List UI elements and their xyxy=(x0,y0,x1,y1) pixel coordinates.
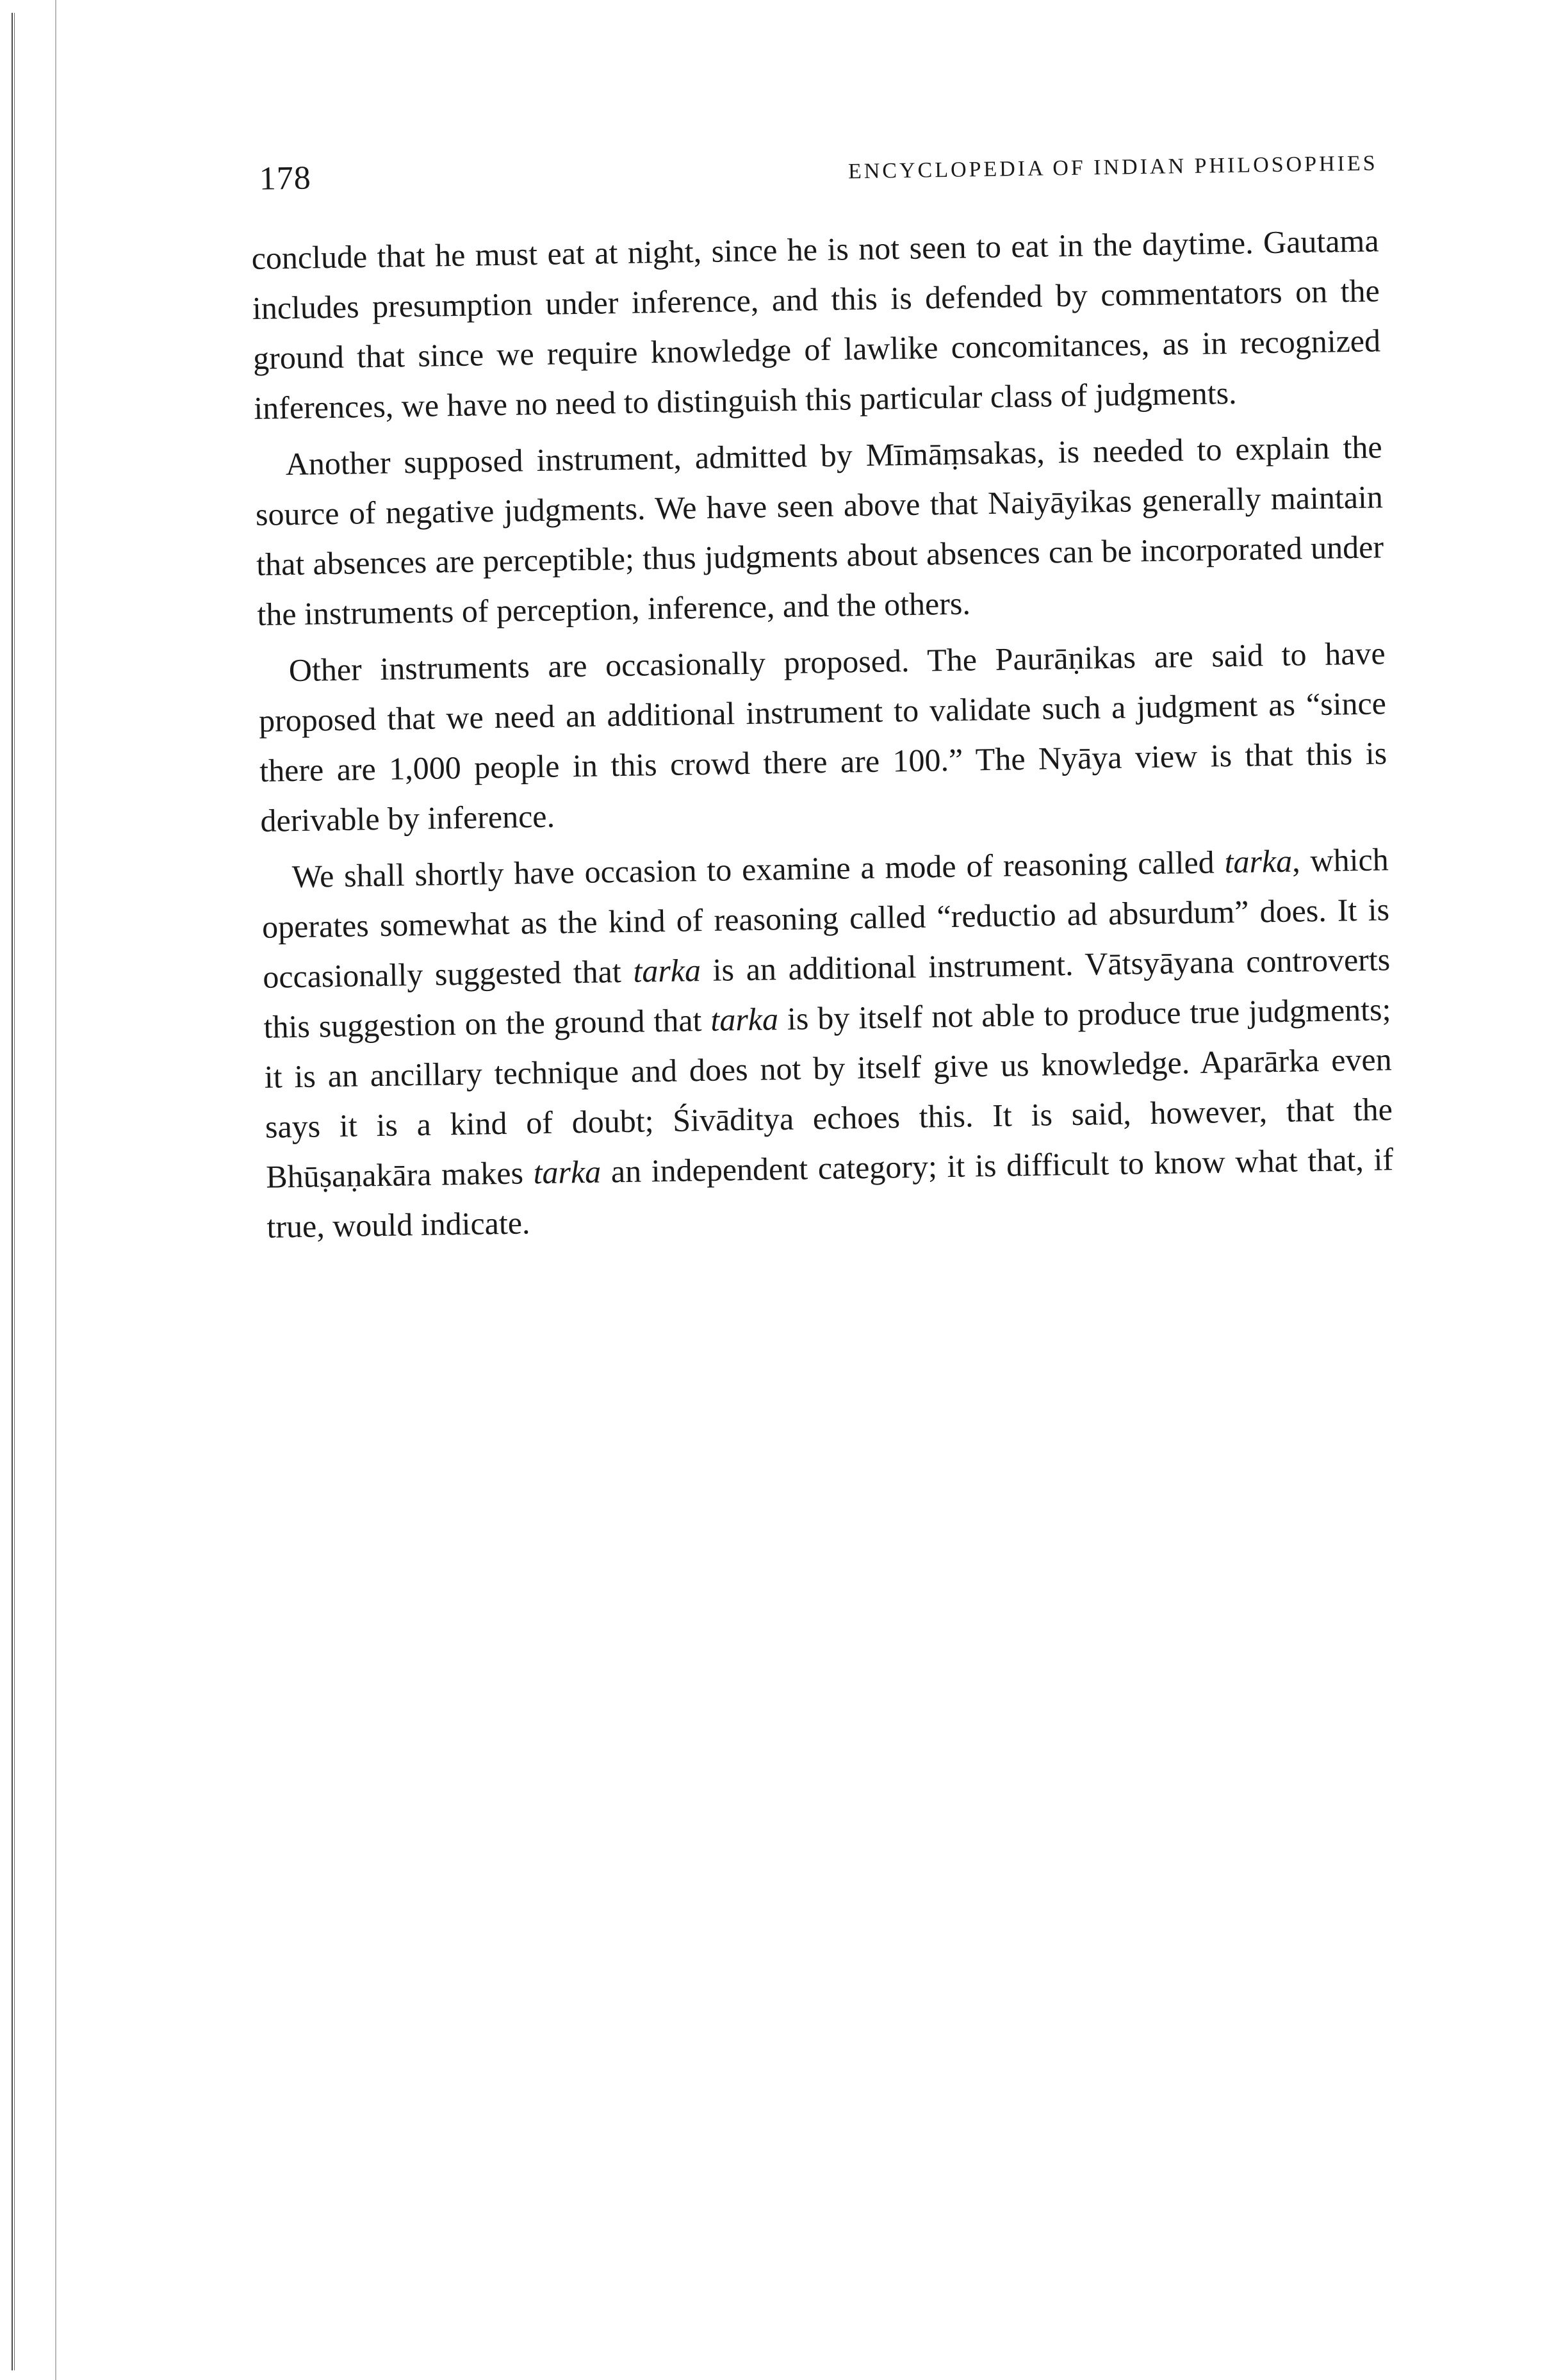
book-page xyxy=(250,129,1395,1258)
paragraph-1: conclude that he must eat at night, since he is not seen to eat in the daytime. Gautama includes presumption under inference, and this is defended by commentators on the ground that since we require knowledge of lawlike concomitances, as in recognized inferences, we have no need to distinguish this particular class of judgments. xyxy=(251,222,1381,426)
paragraph-4 xyxy=(261,834,1395,1252)
page-number: 178 xyxy=(259,160,312,197)
paragraph-4-text-2: , which operates somewhat as the kind of reasoning called “reductio ad absurdum” does. It is occasionally suggested that xyxy=(261,841,1390,995)
tarka-term: tarka xyxy=(710,1001,779,1038)
paragraph-4-text-5: an independent category; it is difficult to know what that, if true, would indicate. xyxy=(266,1141,1394,1245)
binding-edge-shadow xyxy=(12,13,15,2370)
paragraph-4-text-3: is an additional instrument. Vātsyāyana controverts this suggestion on the ground that xyxy=(263,941,1391,1045)
paragraph-4-text-1: We shall shortly have occasion to examine a mode of reasoning called xyxy=(291,844,1225,895)
tarka-term: tarka xyxy=(533,1153,601,1191)
tarka-term: tarka xyxy=(1224,842,1293,880)
tarka-term: tarka xyxy=(632,952,701,989)
paragraph-2: Another supposed instrument, admitted by Mīmāṃsakas, is needed to explain the source of negative judgments. We have seen above that Naiyāyikas generally maintain that absences are perceptible; thus judgments about absences can be incorporated under the instruments of perception, inference, and the others. xyxy=(255,429,1384,632)
paragraph-3: Other instruments are occasionally proposed. The Paurāṇikas are said to have proposed that we need an additional instrument to validate such a judgment as “since there are 1,000 people in this crowd there are 100.” The Nyāya view is that this is derivable by inference. xyxy=(258,635,1387,839)
running-head-title: ENCYCLOPEDIA OF INDIAN PHILOSOPHIES xyxy=(847,151,1378,184)
running-head xyxy=(250,129,1378,205)
paragraph-4-text-4: is by itself not able to produce true judgments; it is an ancillary technique and does not by itself give us knowledge. Aparārka even says it is a kind of doubt; Śivāditya echoes this. It is said, however, that the Bhūṣaṇakāra makes xyxy=(264,991,1393,1195)
binding-edge-line xyxy=(55,0,56,2380)
